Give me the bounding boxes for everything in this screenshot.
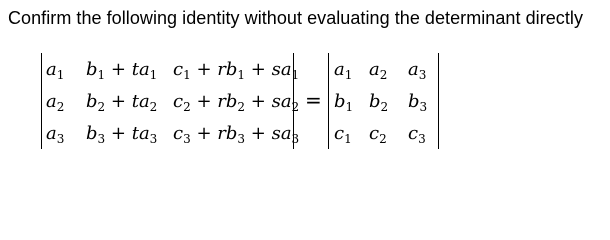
right-determinant-left-bar — [328, 53, 329, 149]
left-matrix-r2c2 — [86, 92, 157, 112]
sub: 2 — [183, 100, 191, 114]
sym: a — [280, 91, 292, 112]
problem-statement: Confirm the following identity without evaluating the determinant directly — [8, 8, 583, 28]
left-matrix-r3c3 — [173, 124, 299, 144]
sub: 1 — [97, 68, 106, 82]
sub: 3 — [419, 100, 428, 114]
op: + r — [190, 91, 226, 112]
right-matrix-r3c3 — [408, 124, 426, 144]
op: + s — [245, 91, 281, 112]
sub: 1 — [345, 100, 354, 114]
left-matrix-r1c3 — [173, 60, 299, 80]
sub: 3 — [418, 132, 426, 146]
sym: b — [369, 91, 381, 112]
left-matrix-r3c1 — [46, 124, 64, 144]
sym: c — [173, 59, 184, 80]
left-determinant-left-bar — [41, 53, 42, 149]
sym: a — [408, 59, 419, 80]
op: + t — [105, 123, 139, 144]
left-matrix-r1c2 — [86, 60, 157, 80]
sub: 1 — [291, 68, 300, 82]
equals-sign: = — [305, 88, 322, 112]
op: + s — [245, 59, 281, 80]
sym: b — [225, 123, 238, 144]
sub: 1 — [237, 68, 246, 82]
sub: 1 — [344, 132, 352, 146]
sym: a — [46, 59, 57, 80]
sub: 2 — [380, 100, 389, 114]
sub: 1 — [149, 68, 158, 82]
right-matrix-r1c1 — [334, 60, 352, 80]
op: + r — [190, 59, 226, 80]
right-determinant-right-bar — [438, 53, 439, 149]
sub: 2 — [291, 100, 300, 114]
sym: a — [280, 123, 292, 144]
sub: 2 — [97, 100, 106, 114]
sym: b — [225, 91, 238, 112]
sub: 1 — [183, 68, 191, 82]
sym: c — [408, 123, 419, 144]
sym: a — [138, 91, 150, 112]
sub: 3 — [149, 132, 158, 146]
op: + t — [105, 59, 139, 80]
sym: a — [369, 59, 380, 80]
sym: c — [369, 123, 380, 144]
op: + t — [105, 91, 139, 112]
sub: 3 — [56, 132, 65, 146]
sub: 2 — [149, 100, 158, 114]
right-matrix-r2c3 — [408, 92, 427, 112]
left-matrix-r2c3 — [173, 92, 299, 112]
sub: 1 — [344, 68, 353, 82]
sub: 2 — [237, 100, 246, 114]
sym: a — [138, 59, 150, 80]
sym: a — [46, 123, 57, 144]
right-matrix-r2c2 — [369, 92, 388, 112]
sub: 3 — [183, 132, 191, 146]
op: + r — [190, 123, 226, 144]
sym: b — [225, 59, 238, 80]
op: + s — [245, 123, 281, 144]
sub: 3 — [418, 68, 427, 82]
sym: b — [86, 123, 98, 144]
sym: a — [138, 123, 150, 144]
sub: 3 — [97, 132, 106, 146]
sub: 2 — [56, 100, 65, 114]
left-matrix-r2c1 — [46, 92, 64, 112]
sub: 2 — [379, 132, 387, 146]
right-matrix-r3c2 — [369, 124, 387, 144]
right-matrix-r3c1 — [334, 124, 352, 144]
sub: 1 — [56, 68, 65, 82]
sym: c — [173, 91, 184, 112]
left-matrix-r1c1 — [46, 60, 64, 80]
right-matrix-r1c2 — [369, 60, 387, 80]
sub: 3 — [237, 132, 246, 146]
sub: 3 — [291, 132, 300, 146]
sym: a — [334, 59, 345, 80]
sub: 2 — [379, 68, 388, 82]
sym: b — [86, 59, 98, 80]
right-matrix-r2c1 — [334, 92, 353, 112]
sym: c — [334, 123, 345, 144]
sym: b — [86, 91, 98, 112]
sym: b — [408, 91, 420, 112]
left-matrix-r3c2 — [86, 124, 157, 144]
sym: c — [173, 123, 184, 144]
sym: b — [334, 91, 346, 112]
sym: a — [280, 59, 292, 80]
sym: a — [46, 91, 57, 112]
right-matrix-r1c3 — [408, 60, 426, 80]
